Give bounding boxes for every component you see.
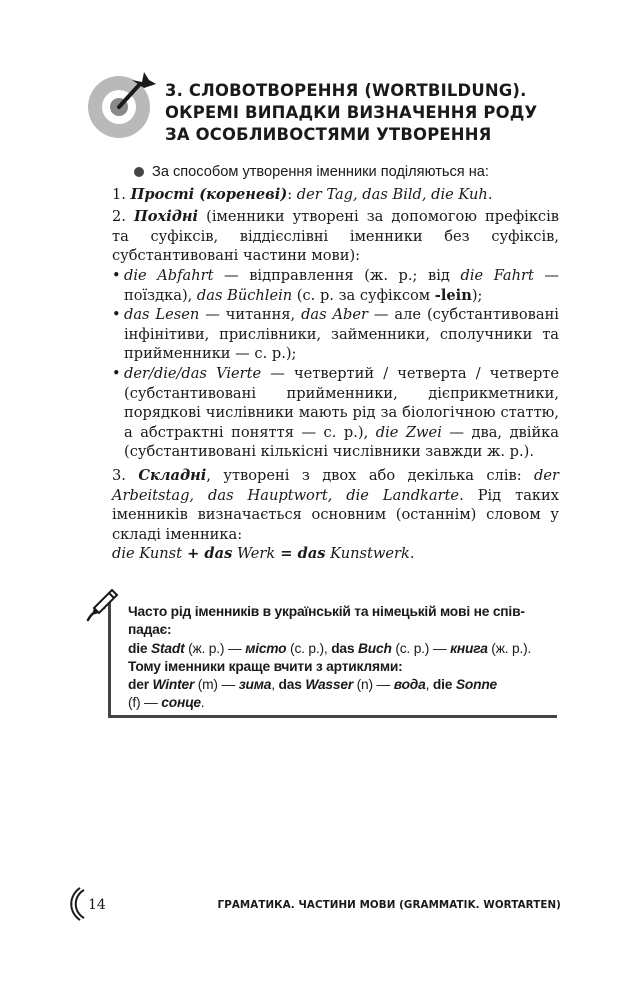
item-compound: 3. Складні, утворені з двох або декілька слів: der Arbeitstag, das Hauptwort, die Landkarte. Рід таких іменників визначається основним (останнім) словом у складі іменника:: [112, 466, 560, 543]
list-item: • die Abfahrt — відправлення (ж. р.; від die Fahrt — поїздка), das Büchlein (с. р. за суфіксом -lein);: [112, 266, 559, 304]
section-title-line: ОКРЕМІ ВИПАДКИ ВИЗНАЧЕННЯ РОДУ: [165, 103, 538, 122]
main-text: [112, 162, 559, 564]
compound-formula: die Kunst + das Werk = das Kunstwerk.: [112, 545, 415, 563]
list-item: • der/die/das Vierte — четвертий / четверта / четверте (субстантивовані прийменники, дієприкметники, порядкові числівники мають рід за біологічною статтю, а абстрактні поняття — с. р.), die Zwei — два, двійка (субстантивовані кількісні числівники завжди ж. р.).: [112, 364, 559, 461]
section-title-line: 3. СЛОВОТВОРЕННЯ (WORTBILDUNG).: [165, 81, 527, 100]
derived-examples-list: [112, 266, 559, 462]
pen-note-icon: [82, 586, 120, 622]
term-simple: Прості (кореневі): [130, 185, 288, 203]
term-derived: Похідні: [134, 208, 199, 226]
bullet-dot-icon: [134, 167, 144, 177]
item-derived: 2. Похідні (іменники утворені за допомогою префіксів та суфіксів, віддієслівні іменники без суфіксів, субстантивовані частини мови):: [112, 208, 559, 265]
section-title-line: ЗА ОСОБЛИВОСТЯМИ УТВОРЕННЯ: [165, 125, 492, 144]
item-simple: 1. Прості (кореневі): der Tag, das Bild, die Kuh.: [112, 185, 493, 203]
lead-paragraph: За способом утворення іменники поділяються на:: [112, 162, 559, 183]
target-arrow-icon: [86, 70, 156, 140]
note-text: Часто рід іменників в українській та німецькій мові не спів- падає: die Stadt (ж. р.) — місто (с. р.), das Buch (с. р.) — книга (ж. р.). Тому іменники краще вчити з артиклями: der Winter (m) — зима, das Wasser (n) — вода, die Sonne (f) — сонце.: [128, 604, 532, 711]
term-compound: Складні: [138, 466, 207, 484]
running-title: ГРАМАТИКА. ЧАСТИНИ МОВИ (GRAMMATIK. WORTARTEN): [217, 899, 561, 911]
page-number: 14: [88, 897, 106, 913]
section-title: [165, 80, 565, 146]
list-item: • das Lesen — читання, das Aber — але (субстантивовані інфінітиви, прислівники, займенники, сполучники та прийменники — с. р.);: [112, 306, 559, 363]
